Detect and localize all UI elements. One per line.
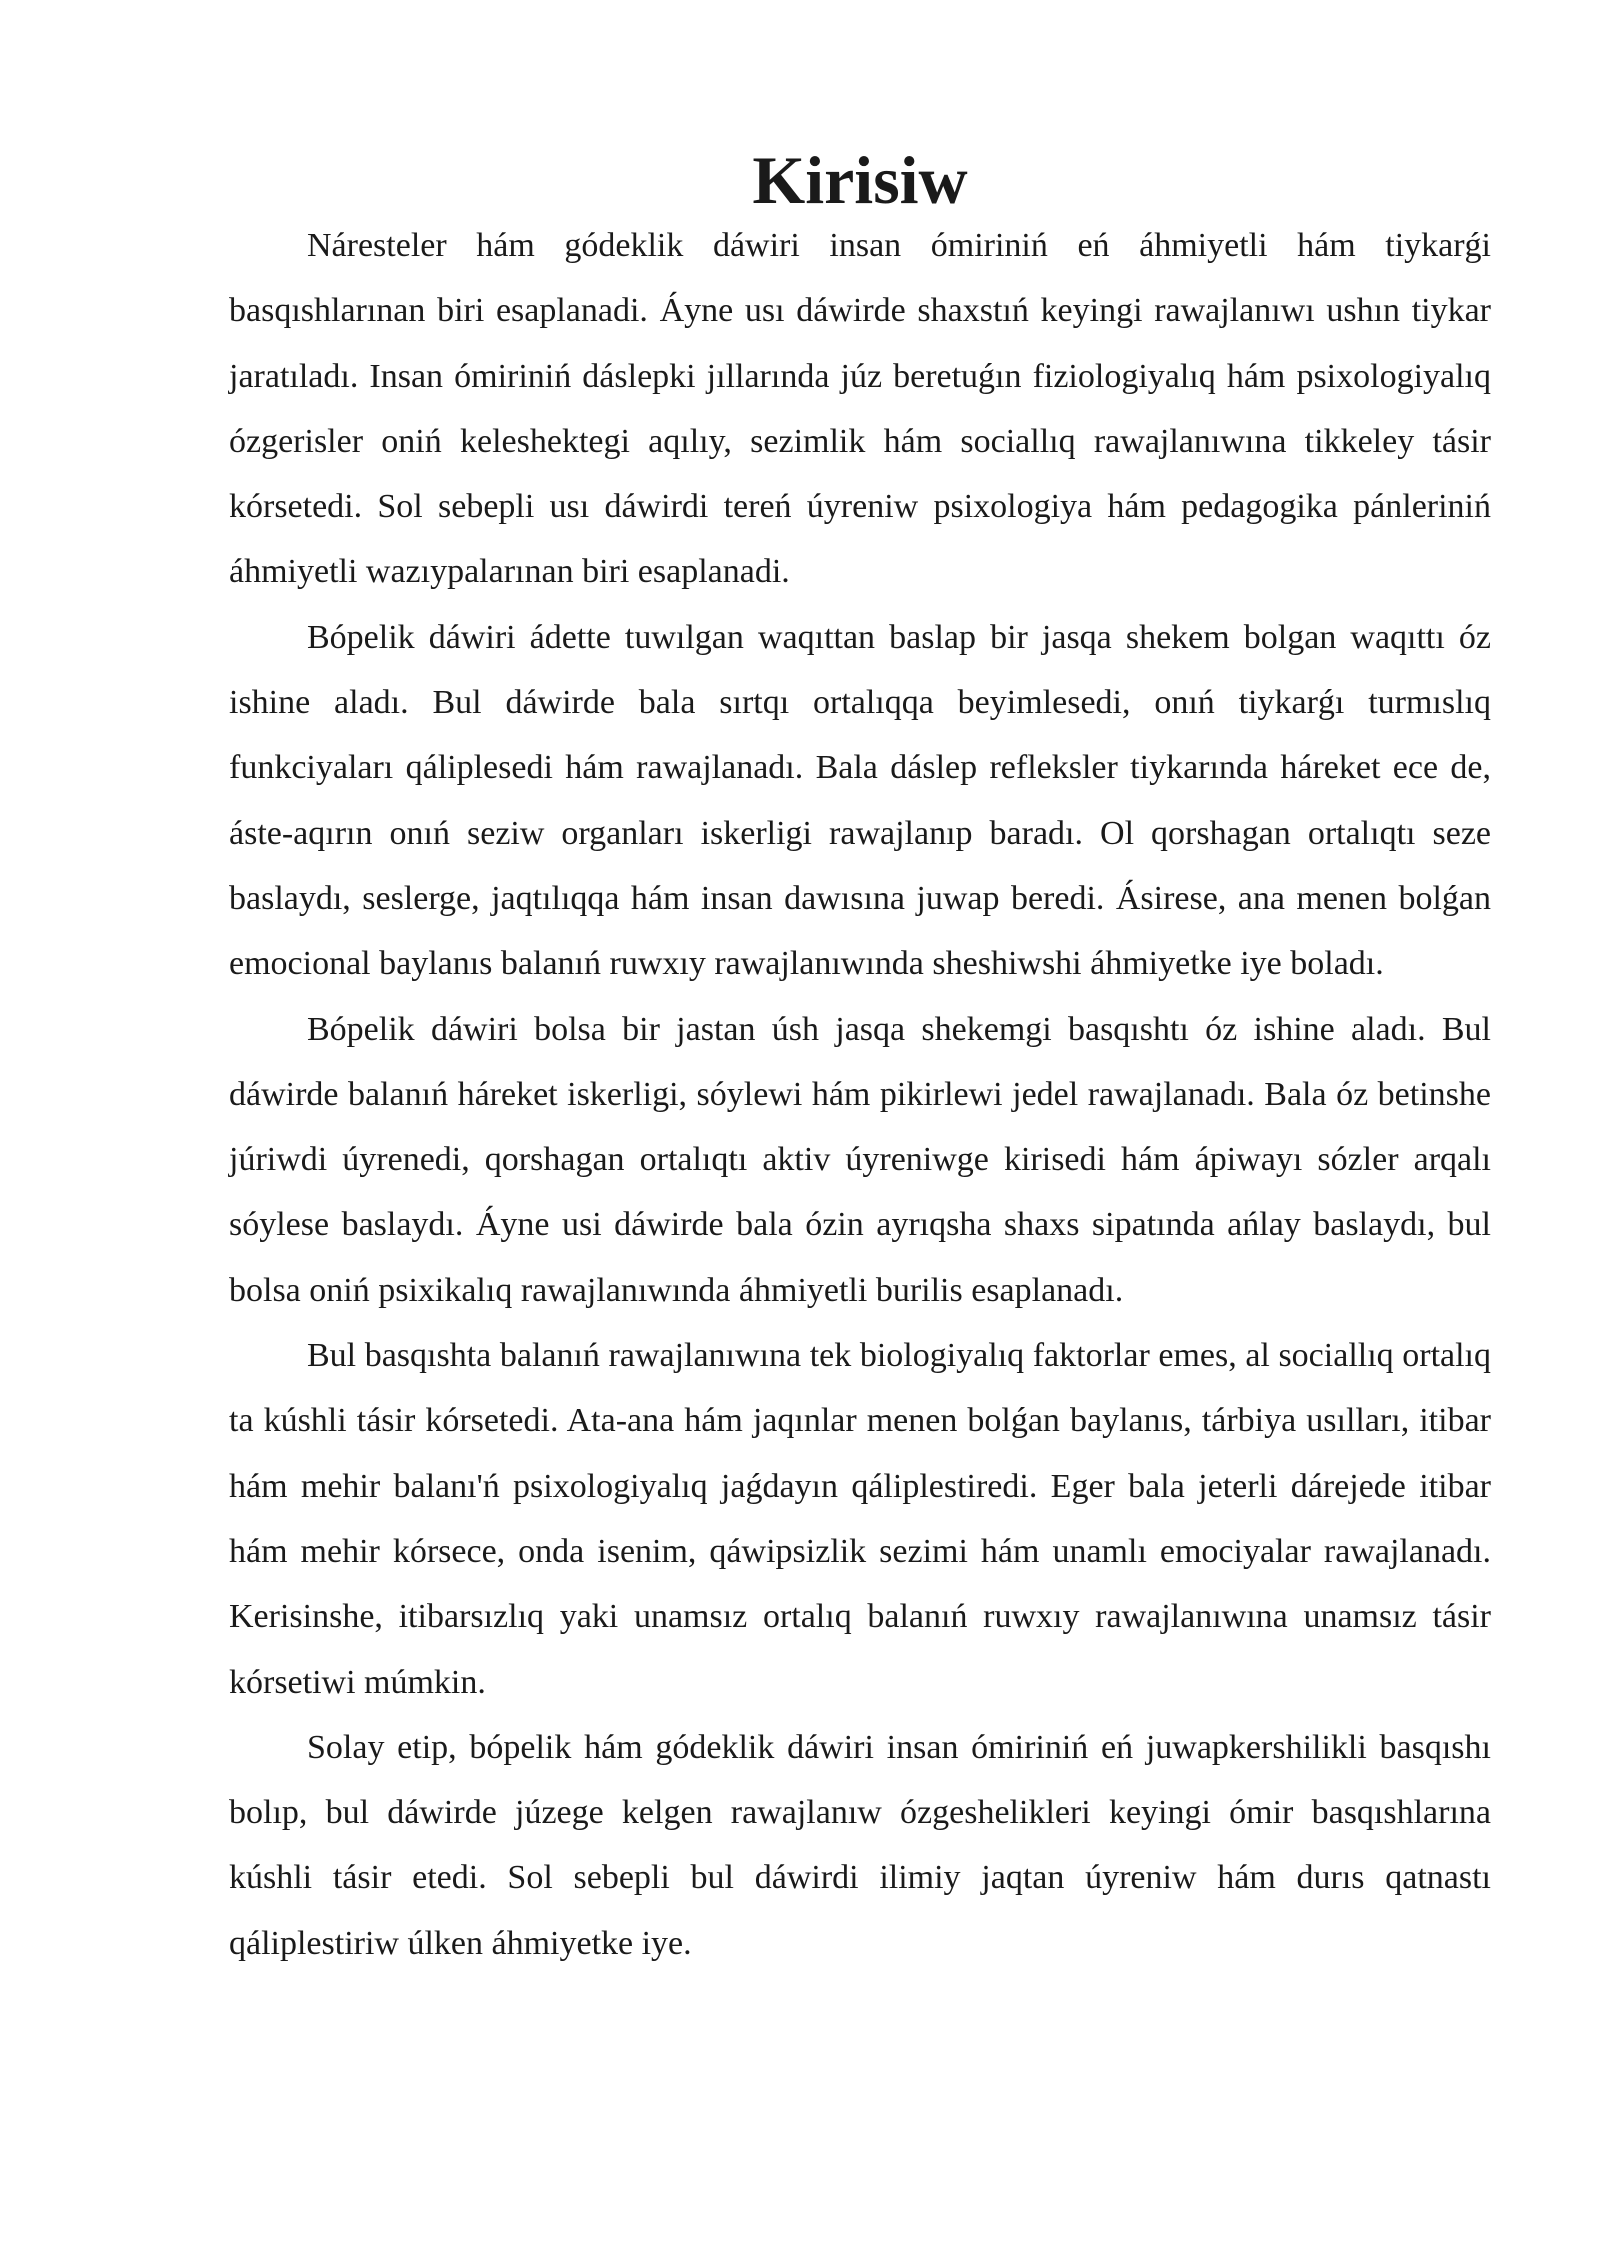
paragraph-2: Bópelik dáwiri ádette tuwılgan waqıttan baslap bir jasqa shekem bolgan waqıttı óz ishine aladı. Bul dáwirde bala sırtqı ortalıqqa beyimlesedi, onıń tiykarǵı turmıslıq funkciyaları qáliplesedi hám rawajlanadı. Bala dáslep refleksler tiykarında háreket ece de, áste-aqırın onıń seziw organları iskerligi rawajlanıp baradı. Ol qorshagan ortalıqtı seze baslaydı, seslerge, jaqtılıqqa hám insan dawısına juwap beredi. Ásirese, ana menen bolǵan emocional baylanıs balanıń ruwxıy rawajlanıwında sheshiwshi áhmiyetke iye boladı. <box>229 618 1491 983</box>
document-page <box>229 142 1491 1976</box>
document-title: Kirisiw <box>752 142 968 218</box>
paragraph-1: Náresteler hám gódeklik dáwiri insan ómiriniń eń áhmiyetli hám tiykarǵi basqıshlarınan biri esaplanadi. Áyne usı dáwirde shaxstıń keyingi rawajlanıwı ushın tiykar jaratıladı. Insan ómiriniń dáslepki jıllarında júz beretuǵın fiziologiyalıq hám psixologiyalıq ózgerisler oniń keleshektegi aqılıy, sezimlik hám sociallıq rawajlanıwına tikkeley tásir kórsetedi. Sol sebepli usı dáwirdi tereń úyreniw psixologiya hám pedagogika pánleriniń áhmiyetli wazıypalarınan biri esaplanadi. <box>229 227 1491 591</box>
paragraph-4: Bul basqıshta balanıń rawajlanıwına tek biologiyalıq faktorlar emes, al sociallıq ortalıq ta kúshli tásir kórsetedi. Ata-ana hám jaqınlar menen bolǵan baylanıs, tárbiya usılları, itibar hám mehir balanı'ń psixologiyalıq jaǵdayın qáliplestiredi. Eger bala jeterli dárejede itibar hám mehir kórsece, onda isenim, qáwipsizlik sezimi hám unamlı emociyalar rawajlanadı. Kerisinshe, itibarsızlıq yaki unamsız ortalıq balanıń ruwxıy rawajlanıwına unamsız tásir kórsetiwi múmkin. <box>229 1337 1491 1701</box>
paragraph-5: Solay etip, bópelik hám gódeklik dáwiri insan ómiriniń eń juwapkershilikli basqıshı bolıp, bul dáwirde júzege kelgen rawajlanıw ózgeshelikleri keyingi ómir basqıshlarına kúshli tásir etedi. Sol sebepli bul dáwirdi ilimiy jaqtan úyreniw hám durıs qatnastı qáliplestiriw úlken áhmiyetke iye. <box>229 1728 1491 1962</box>
paragraph-3: Bópelik dáwiri bolsa bir jastan úsh jasqa shekemgi basqıshtı óz ishine aladı. Bul dáwirde balanıń háreket iskerligi, sóylewi hám pikirlewi jedel rawajlanadı. Bala óz betinshe júriwdi úyrenedi, qorshagan ortalıqtı aktiv úyreniwge kirisedi hám ápiwayı sózler arqalı sóylese baslaydı. Áyne usi dáwirde bala ózin ayrıqsha shaxs sipatında ańlay baslaydı, bul bolsa oniń psixikalıq rawajlanıwında áhmiyetli burilis esaplanadı. <box>229 1010 1491 1309</box>
